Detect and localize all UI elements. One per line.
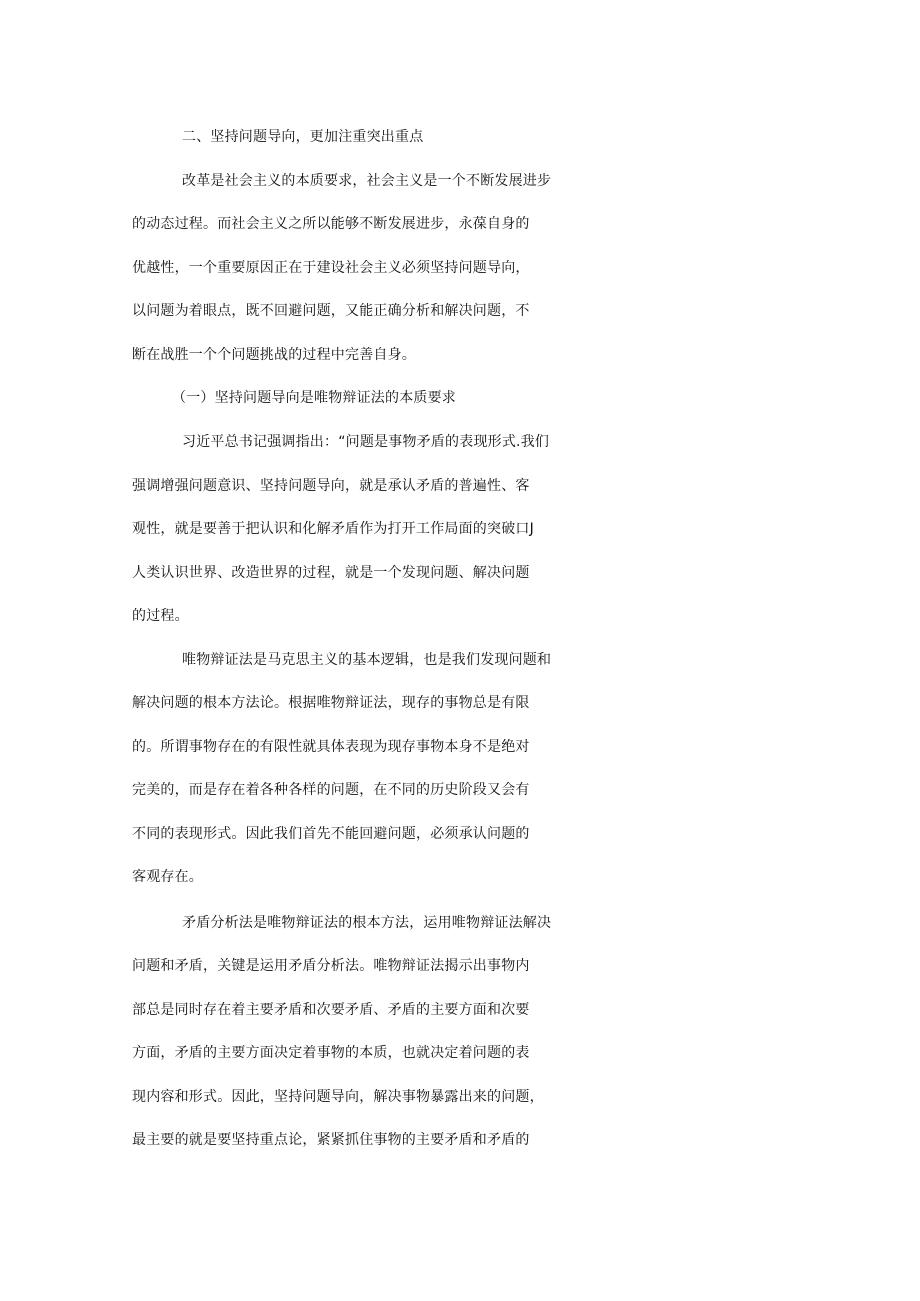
text-line: 观性，就是要善于把认识和化解矛盾作为打开工作局面的突破口J: [132, 521, 534, 537]
text-line: 以问题为着眼点，既不回避问题，又能正确分析和解决问题，不: [132, 303, 530, 319]
text-line: 完美的，而是存在着各种各样的问题，在不同的历史阶段又会有: [132, 782, 530, 798]
section-heading: 二、坚持问题导向，更加注重突出重点: [182, 129, 424, 145]
text-line: 问题和矛盾，关键是运用矛盾分析法。唯物辩证法揭示出事物内: [132, 958, 530, 974]
text-line: 现内容和形式。因此，坚持问题导向，解决事物暴露出来的问题，: [132, 1089, 544, 1105]
text-line: 优越性，一个重要原因正在于建设社会主义必须坚持问题导向，: [132, 260, 530, 276]
text-line: 部总是同时存在着主要矛盾和次要矛盾、矛盾的主要方面和次要: [132, 1002, 530, 1018]
text-line: 不同的表现形式。因此我们首先不能回避问题，必须承认问题的: [132, 826, 530, 842]
text-line: 改革是社会主义的本质要求，社会主义是一个不断发展进步: [182, 173, 552, 189]
text-line: 的。所谓事物存在的有限性就具体表现为现存事物本身不是绝对: [132, 739, 530, 755]
text-line: 客观存在。: [132, 869, 203, 885]
text-line: 的过程。: [132, 608, 189, 624]
subheading: （一）坚持问题导向是唯物辩证法的本质要求: [172, 390, 456, 406]
text-line: 强调增强问题意识、坚持问题导向，就是承认矛盾的普遍性、客: [132, 478, 530, 494]
text-line: 习近平总书记强调指出：“问题是事物矛盾的表现形式.我们: [182, 434, 550, 450]
text-line: 的动态过程。而社会主义之所以能够不断发展进步，永葆自身的: [132, 216, 530, 232]
text-line: 唯物辩证法是马克思主义的基本逻辑，也是我们发现问题和: [182, 652, 552, 668]
text-line: 矛盾分析法是唯物辩证法的根本方法，运用唯物辩证法解决: [182, 915, 552, 931]
text-line: 人类认识世界、改造世界的过程，就是一个发现问题、解决问题: [132, 565, 530, 581]
text-line: 方面，矛盾的主要方面决定着事物的本质，也就决定着问题的表: [132, 1045, 530, 1061]
text-line: 解决问题的根本方法论。根据唯物辩证法，现存的事物总是有限: [132, 695, 530, 711]
text-line: 最主要的就是要坚持重点论，紧紧抓住事物的主要矛盾和矛盾的: [132, 1132, 530, 1148]
text-line: 断在战胜一个个问题挑战的过程中完善自身。: [132, 347, 416, 363]
